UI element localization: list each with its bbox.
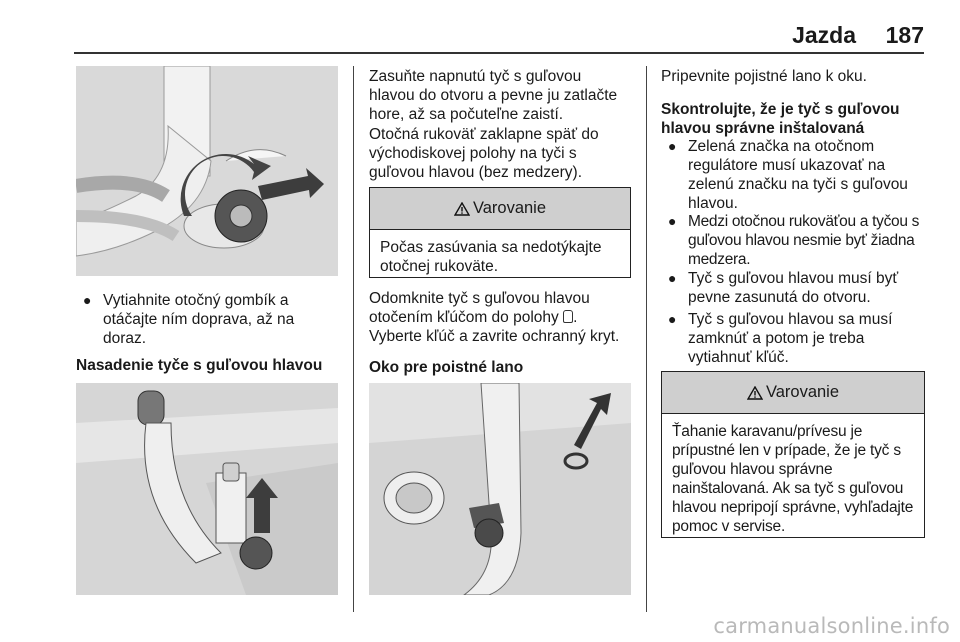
bullet: ● xyxy=(668,311,677,327)
warning-header xyxy=(662,372,924,414)
warning-header xyxy=(370,188,630,230)
bullet: ● xyxy=(83,292,92,308)
warning-box xyxy=(369,187,631,278)
list-item-text: Vytiahnite otočný gombík a otáčajte ním doprava, až na doraz. xyxy=(103,292,295,347)
warning-title: Varovanie xyxy=(765,383,840,401)
warning-title: Varovanie xyxy=(472,199,547,217)
bullet: ● xyxy=(668,270,677,286)
paragraph: Pripevnite pojistné lano k oku. xyxy=(661,68,867,85)
illustration-safety-eye xyxy=(369,383,631,595)
paragraph-end: . xyxy=(573,309,578,326)
chapter-title: Jazda xyxy=(792,22,856,48)
figure-ball-rod-insert xyxy=(76,383,338,595)
page-number: 187 xyxy=(885,22,924,48)
list-item-text: Zelená značka na otočnom regulátore musí ukazovať na zelenú značku na tyči s guľovou hlavou. xyxy=(688,138,908,212)
list-item xyxy=(661,269,925,307)
list-item xyxy=(661,137,925,213)
paragraph-text: Odomknite tyč s guľovou hlavou otočením kľúčom do polohy xyxy=(369,290,590,326)
list-item xyxy=(661,310,901,367)
paragraph xyxy=(369,289,631,327)
illustration-ball-rod xyxy=(76,383,338,595)
bullet: ● xyxy=(668,138,677,154)
watermark: carmanualsonline.info xyxy=(713,614,950,638)
column-divider-2 xyxy=(646,66,647,612)
warning-text: Ťahanie karavanu/prívesu je prípustné len v prípade, že je tyč s guľovou hlavou správne nainštalovaná. Ak sa tyč s guľovou hlavou nepripojí správne, vyhľadajte pomoc v servise. xyxy=(672,423,914,535)
unlock-key-icon xyxy=(563,310,573,323)
page-header xyxy=(0,0,960,56)
list-item-text: Tyč s guľovou hlavou musí byť pevne zasunutá do otvoru. xyxy=(688,270,899,306)
warning-box xyxy=(661,371,925,538)
column-divider-1 xyxy=(353,66,354,612)
paragraph: Otočná rukoväť zaklapne späť do východiskovej polohy na tyči s guľovou hlavou (bez medzery). xyxy=(369,126,599,181)
figure-safety-eye xyxy=(369,383,631,595)
header-rule xyxy=(74,52,924,54)
warning-text: Počas zasúvania sa nedotýkajte otočnej rukoväte. xyxy=(380,239,602,275)
bullet: ● xyxy=(668,213,677,229)
section-heading: Oko pre poistné lano xyxy=(369,359,524,376)
list-item-text: Medzi otočnou rukoväťou a tyčou s guľovou hlavou nesmie byť žiadna medzera. xyxy=(688,213,920,268)
warning-triangle-icon xyxy=(454,202,470,216)
illustration-rotary-knob xyxy=(76,66,338,276)
section-heading: Nasadenie tyče s guľovou hlavou xyxy=(76,357,323,374)
warning-triangle-icon xyxy=(747,386,763,400)
list-item-text: Tyč s guľovou hlavou sa musí zamknúť a potom je treba vytiahnuť kľúč. xyxy=(688,311,893,366)
list-item xyxy=(76,291,326,348)
list-item xyxy=(661,212,931,269)
paragraph: Vyberte kľúč a zavrite ochranný kryt. xyxy=(369,328,620,345)
section-heading: Skontrolujte, že je tyč s guľovou hlavou správne inštalovaná xyxy=(661,101,900,137)
paragraph: Zasuňte napnutú tyč s guľovou hlavou do otvoru a pevne ju zatlačte hore, až sa počuteľne zaistí. xyxy=(369,68,618,123)
figure-knob-turn xyxy=(76,66,338,276)
